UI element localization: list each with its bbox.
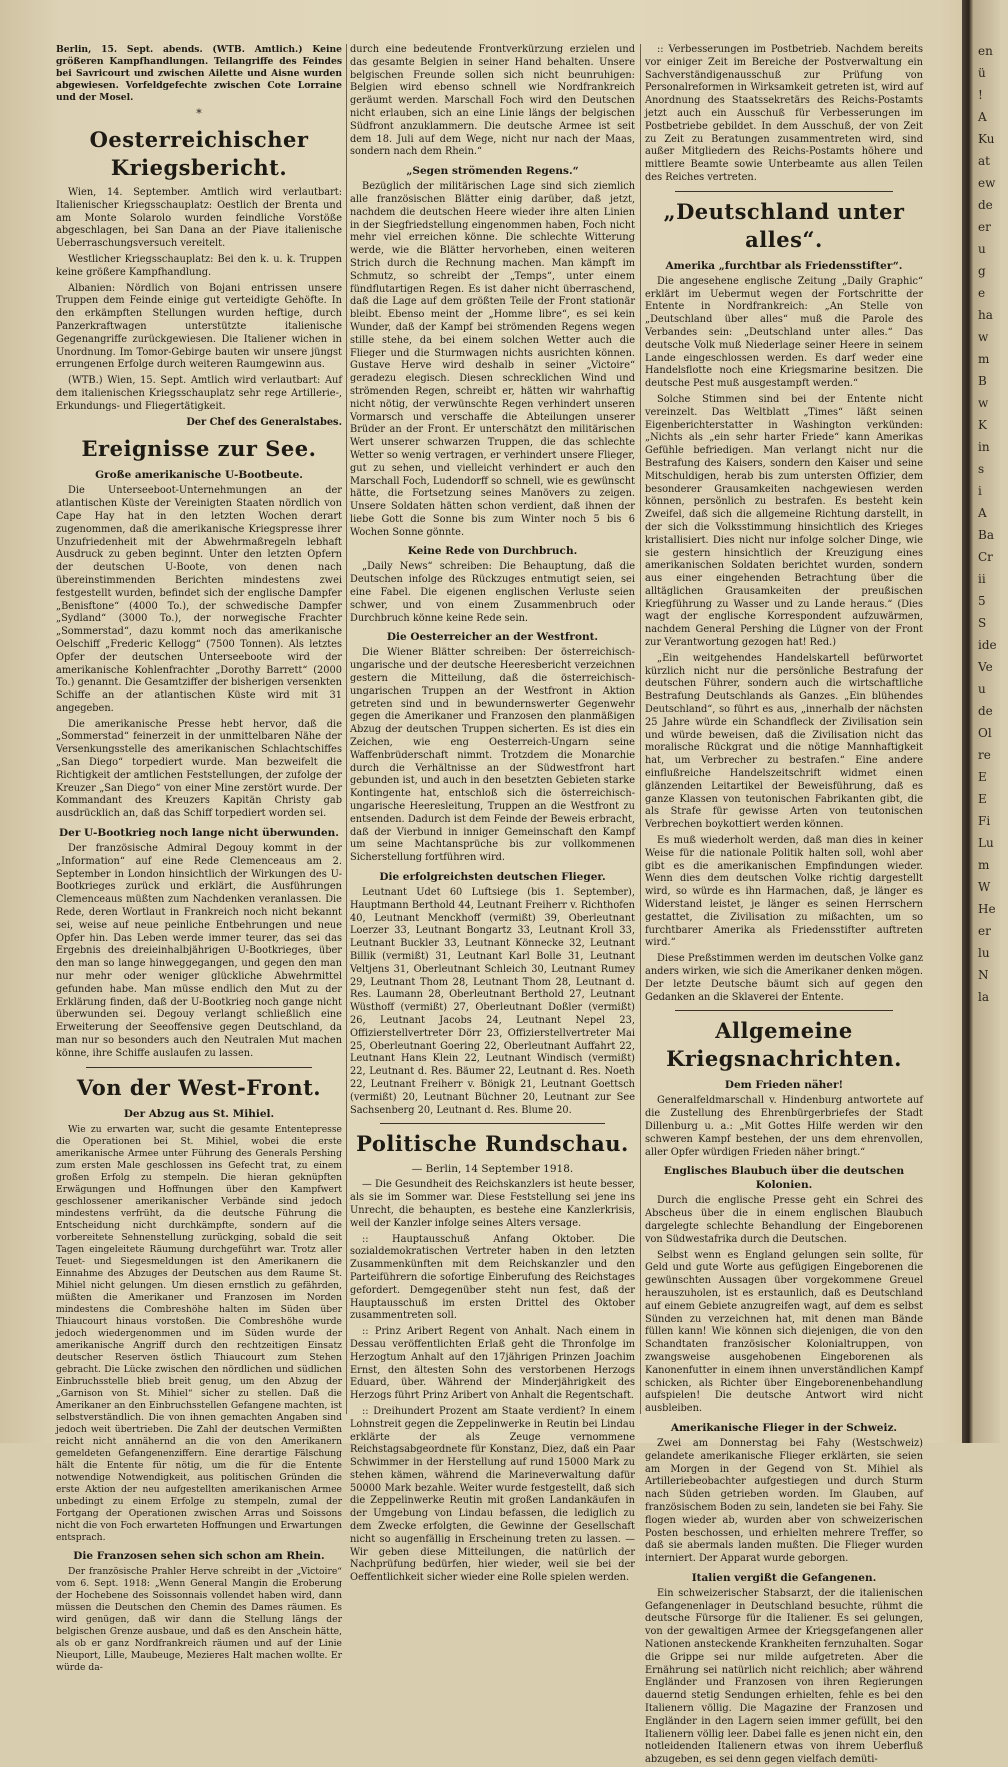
gutter-fragment: er bbox=[978, 220, 991, 234]
article-paragraph: Wie zu erwarten war, sucht die gesamte Ententepresse die Operationen bei St. Mihiel, wobei die erste amerikanische Armee unter Führung des Generals Pershing zum ersten Male geschlossen ins Gefecht trat, zu einem großen Erfolg zu stempeln. Die hieran geknüpften Erwägungen und Hoffnungen über den Kampfwert geschlossener amerikanischer Verbände sind jedoch mindestens verfrüht, da die deutsche Führung die Entscheidung nicht durchkämpfte, sondern auf die vorbereitete Sehnenstellung zurückging, sobald die seit Tagen eingeleitete Räumung durchgeführt war. Trotz aller Teuet- und Siegesmeldungen ist den Amerikanern die Einnahme des Abzuges der Deutschen aus dem Raume St. Mihiel nicht gelungen. Um diesen ernstlich zu gefährden, müßten die Amerikaner und Franzosen im Norden mindestens die Combreshöhe halten im Süden über Thiaucourt hinaus vorstoßen. Die Combreshöhe wurde jedoch wiedergenommen und im Süden wurde der amerikanische Angriff durch den rechtzeitigen Einsatz deutscher Reserven östlich Thiaucourt zum Stehen gebracht. Die Lücke zwischen den nördlichen und südlichen Einbruchsstelle blieb breit genug, um den Abzug der „Garnison von St. Mihiel“ sicher zu stellen. Daß die Amerikaner an den Einbruchsstellen Gefangene machten, ist selbstverständlich. Die von ihnen gemachten Angaben sind jedoch weit übertrieben. Die Zahl der deutschen Vermißten reicht nicht annähernd an die von den Amerikanern gemeldeten Gefangenenziffern. Eine derartige Fälschung hält die Entente für nötig, um die für die Entente notwendige Notwendigkeit, aus politischen Gründen die erste Aktion der neu aufgestellten amerikanischen Armee unbedingt zu einem Erfolge zu stempeln, zumal der Fortgang der Operationen zwischen Arras und Soissons nicht die von Foch erwarteten Hoffnungen und Erwartungen entsprach. bbox=[56, 1123, 342, 1543]
subheading: Italien vergißt die Gefangenen. bbox=[691, 1571, 877, 1584]
article-paragraph: — Die Gesundheit des Reichskanzlers ist heute besser, als sie im Sommer war. Diese Feststellung sei jene ins Unrecht, die behaupten, es bestehe eine Kanzlerkrisis, weil der Kanzler infolge seines Alters versage. bbox=[350, 1179, 635, 1229]
gutter-fragment: ha bbox=[978, 308, 993, 322]
subheading: Amerika „furchtbar als Friedensstifter“. bbox=[665, 259, 903, 272]
gutter-fragment: Lu bbox=[978, 836, 994, 850]
gutter-fragment: m bbox=[978, 352, 990, 366]
article-paragraph: :: Verbesserungen im Postbetrieb. Nachdem bereits vor einiger Zeit im Bereiche der Postverwaltung ein Sachverständigenausschuß zur Prüfung von Personalreformen in Wirksamkeit getreten ist, wird auf Anordnung des Staatssekretärs des Reichs-Postamts jetzt auch ein Ausschuß für Verbesserungen im Postbetriebe gebildet. In dem Ausschuß, der von Zeit zu Zeit zu Beratungen zusammentreten wird, sind außer Mitgliedern des Reichs-Postamts höhere und mittlere Beamte sowie Unterbeamte aus allen Teilen des Reiches vertreten. bbox=[645, 44, 923, 183]
gutter-fragment: Fi bbox=[978, 814, 991, 828]
gutter-fragment: Ku bbox=[978, 132, 995, 146]
article-paragraph: Durch die englische Presse geht ein Schrei des Abscheus über die in einem englischen Blaubuch dargelegte schlechte Behandlung der Eingeborenen von Südwestafrika durch die Deutschen. bbox=[645, 1195, 923, 1245]
headline-westfront: Von der West-Front. bbox=[76, 1074, 322, 1100]
subheading: Der Abzug aus St. Mihiel. bbox=[123, 1107, 275, 1120]
article-paragraph: Die Unterseeboot-Unternehmungen an der atlantischen Küste der Vereinigten Staaten nördlich von Cape Hay hat in den letzten Wochen derart zugenommen, daß die amerikanische Kriegspresse ihrer Unzufriedenheit mit der Abwehrmaßregeln lebhaft Ausdruck zu geben beginnt. Unter den letzten Opfern der deutschen U-Boote, von denen nach übereinstimmenden Berichten mindestens zwei festgestellt wurden, befindet sich der englische Dampfer „Benisftone“ (4000 To.), der schwedische Dampfer „Sydland“ (3000 To.), der norwegische Frachter „Sommerstad“, dazu kommt noch das amerikanische Oelschiff „Frederic Kellogg“ (7500 Tonnen). Als letztes Opfer der deutschen Unterseeboote wird der amerikanische Kohlenfrachter „Dorothy Barrett“ (2000 To.) genannt. Die Gesamtziffer der bisherigen versenkten Schiffe an der atlantischen Küste wird mit 31 angegeben. bbox=[56, 485, 342, 714]
subheading: Die Oesterreicher an der Westfront. bbox=[386, 631, 599, 644]
gutter-fragment: la bbox=[978, 990, 989, 1004]
gutter-fragment: de bbox=[978, 704, 993, 718]
article-paragraph: Solche Stimmen sind bei der Entente nicht vereinzelt. Das Weltblatt „Times“ läßt seinen Eigenberichterstatter in Washington verkünden: „Nichts als „ein sehr harter Friede“ kann Amerikas Gefühle befriedigen. Man verlangt nicht nur die Bestrafung des Kaisers, sondern den Kaiser und seine Mitschuldigen, herab bis zum untersten Offizier, dem besonderer Grausamkeiten nachgewiesen werden können, persönlich zu bestrafen. Es besteht kein Zweifel, daß sich die allgemeine Richtung darstellt, in der sich die Volksstimmung hinsichtlich des Krieges kristallisiert. Dies nicht nur infolge solcher Dinge, wie sie gestern hinsichtlich der Kreuzigung eines amerikanischen Soldaten berichtet wurden, sondern aus einer eingehenden Betrachtung über die alltäglichen Grausamkeiten der preußischen Kriegführung zu Wasser und zu Lande heraus.“ (Dies wagt der englische Korrespondent aufzuwärmen, nachdem General Pershing die Lügner von der Front zur Verantwortung gezogen hat! Red.) bbox=[645, 393, 923, 649]
article-paragraph: Generalfeldmarschall v. Hindenburg antwortete auf die Zustellung des Ehrenbürgerbriefes der Stadt Dillenburg u. a.: „Mit Gottes Hilfe werden wir den schweren Kampf bestehen, der uns dem ehrenvollen, aller Opfer würdigen Frieden näher bringt.“ bbox=[645, 1095, 923, 1158]
article-paragraph: Es muß wiederholt werden, daß man dies in keiner Weise für die nationale Politik halten soll, wohl aber gibt es die amerikanischen Empfindungen wieder. Wenn dies dem deutschen Volke richtig dargestellt wird, so würde es ihn Harmachen, daß, je länger es Widerstand leistet, je länger es seinen Herrschern gestattet, die Zivilisation zu mißachten, um so furchtbarer Amerika als Friedensstifter auftreten wird.“ bbox=[645, 835, 923, 949]
gutter-fragment: re bbox=[978, 748, 991, 762]
gutter-fragment: W bbox=[978, 880, 991, 894]
article-paragraph: „Ein weitgehendes Handelskartell befürwortet kürzlich nicht nur die persönliche Bestrafung der deutschen Führer, sondern auch die wirtschaftliche Bestrafung Deutschlands als Ganzes. „Ein blühendes Deutschland“, so führt es aus, „innerhalb der nächsten 25 Jahre würde ein Schandfleck der Zivilisation sein und würde beweisen, daß die Zivilisation nicht das moralische Rückgrat und die nötige Mannhaftigkeit hat, um Verbrecher zu bestrafen.“ Eine andere einflußreiche Handelszeitschrift widmet einen glänzenden Leitartikel der Beweisführung, daß es ganze Klassen von teutonischen Fabrikanten gibt, die als Strafe für gewisse Arten von teutonischen Verbrechen boykottiert werden können. bbox=[645, 652, 923, 831]
signature: Der Chef des Generalstabes. bbox=[186, 416, 342, 428]
subheading: Die erfolgreichsten deutschen Flieger. bbox=[379, 871, 606, 884]
article-paragraph: Albanien: Nördlich von Bojani entrissen unsere Truppen dem Feinde einige gut verteidigte Gehöfte. In den erkämpften Stellungen wurden heftige, durch Panzerkraftwagen unterstützte italienische Gegenangriffe zurückgewiesen. Die Italiener wichen in Unordnung. Im Tomor-Gebirge bauten wir unsere jüngst errungenen Erfolge durch weiteren Raumgewinn aus. bbox=[56, 282, 342, 371]
article-paragraph: Der französische Admiral Degouy kommt in der „Information“ auf eine Rede Clemenceaus am 2. September in London hinsichtlich der Wirkungen des U-Bootkrieges zurück und erklärt, die Ausführungen Clemenceaus müßten zum Nachdenken veranlassen. Die Rede, deren Wortlaut in Frankreich noch nicht bekannt sei, weise auf neue peinliche Entbehrungen und neue Opfer hin. Das Leben werde immer teurer, das sei das Ergebnis des dreieinhalbjährigen U-Bootkrieges, über den man so lange hinweggegangen, und gegen den man nur mehr oder weniger glückliche Abwehrmittel gefunden habe. Man müsse endlich den Mut zu der Erklärung finden, daß der U-Bootkrieg noch gange nicht überwunden sei. Degouy verlangt schließlich eine Erweiterung der Seeoffensive gegen Deutschland, da man nur so besonders auch den Neutralen Mut machen könne, ihre Schiffe auslaufen zu lassen. bbox=[56, 843, 342, 1059]
separator-ornament: * bbox=[196, 107, 202, 120]
subheading: Englisches Blaubuch über die deutschen Kolonien. bbox=[663, 1165, 905, 1192]
headline-politik: Politische Rundschau. bbox=[356, 1131, 629, 1157]
gutter-fragment: B bbox=[978, 374, 987, 388]
gutter-fragment: ü bbox=[978, 66, 986, 80]
divider bbox=[675, 191, 893, 192]
article-paragraph: durch eine bedeutende Frontverkürzung erzielen und das gesamte Belgien in seiner Hand behalten. Unsere belgischen Freunde sollen sich nicht beunruhigen: Belgien wird ebenso schnell wie Nordfrankreich geräumt werden. Marschall Foch wird den Deutschen nicht erlauben, sich an eine Linie längs der belgischen Südfront anzuklammern. Die deutsche Armee ist seit dem 18. Juli auf dem Wege, nicht nur nach der Maas, sondern nach dem Rhein.“ bbox=[350, 44, 635, 158]
gutter-fragment: Ol bbox=[978, 726, 992, 740]
article-paragraph: :: Prinz Aribert Regent von Anhalt. Nach einem in Dessau veröffentlichten Erlaß geht die Thronfolge im Herzogtum Anhalt auf den 17jährigen Prinzen Joachim Ernst, den ältesten Sohn des verstorbenen Herzogs Eduard, über. Während der Minderjährigkeit des Herzogs führt Prinz Aribert von Anhalt die Regentschaft. bbox=[350, 1326, 635, 1402]
headline-see: Ereignisse zur See. bbox=[81, 436, 317, 462]
subheading: Amerikanische Flieger in der Schweiz. bbox=[670, 1421, 898, 1434]
gutter-fragment: s bbox=[978, 462, 985, 476]
headline-allgemeine: Allgemeine Kriegsnachrichten. bbox=[666, 1018, 902, 1072]
article-paragraph: „Daily News“ schreiben: Die Behauptung, daß die Deutschen infolge des Rückzuges entmutigt seien, sei eine Fabel. Die eigenen englischen Verluste seien schwer, und von einem Zusammenbruch oder Durchbruch könne keine Rede sein. bbox=[350, 561, 635, 624]
gutter-fragment: ii bbox=[978, 572, 986, 586]
gutter-fragment: ide bbox=[978, 638, 997, 652]
gutter-fragment: A bbox=[978, 110, 987, 124]
article-paragraph: Die Wiener Blätter schreiben: Der österreichisch-ungarische und der deutsche Heeresbericht verzeichnen gestern die Mitteilung, daß die österreichisch-ungarischen Truppen an der Westfront in Aktion getreten sind und in bewundernswerter Gegenwehr gegen die Amerikaner und Franzosen den planmäßigen Abzug der deutschen Truppen sicherten. Es ist dies ein Zeichen, wie eng Oesterreich-Ungarn seine Waffenbrüderschaft nimmt. Trotzdem die Monarchie durch die Verhältnisse an der Südwestfront hart gebunden ist, und auch in den besetzten Gebieten starke Kontingente hat, entschloß sich die österreichisch-ungarische Heeresleitung, Truppen an die Westfront zu entsenden. Dadurch ist dem Feinde der Beweis erbracht, daß der Vierbund in inniger Gemeinschaft den Kampf um seine Machtansprüche bis zur vollkommenen Sicherstellung fortführen wird. bbox=[350, 647, 635, 864]
gutter-fragment: in bbox=[978, 440, 990, 454]
article-paragraph: Der französische Prahler Herve schreibt in der „Victoire“ vom 6. Sept. 1918: „Wenn General Mangin die Eroberung der Hochebene des Soissonnais vollendet haben wird, dann müssen die Deutschen den Chemin des Dames räumen. Es wird genügen, daß wir dann die Stellung längs der belgischen Grenze ausbaue, und daß es den Anschein hätte, als ob er ganz Nordfrankreich räumen und auf der Linie Nieuport, Lille, Maubeuge, Mezieres Halt machen wollte. Er würde da- bbox=[56, 1565, 342, 1673]
gutter-fragment: S bbox=[978, 616, 987, 630]
gutter-fragment: E bbox=[978, 770, 987, 784]
gutter-fragment: Ba bbox=[978, 528, 994, 542]
gutter-fragment: K bbox=[978, 418, 987, 432]
gutter-fragment: u bbox=[978, 682, 986, 696]
subheading: Der U-Bootkrieg noch lange nicht überwunden. bbox=[59, 827, 339, 840]
subheading: „Segen strömenden Regens.“ bbox=[406, 165, 579, 178]
article-paragraph: :: Hauptausschuß Anfang Oktober. Die sozialdemokratischen Vertreter haben in den letzten Zusammenkünften mit dem Reichskanzler und den Parteiführern die sofortige Einberufung des Reichstages gefordert. Demgegenüber steht nun fest, daß der Hauptausschuß im ersten Drittel des Oktober zusammentreten soll. bbox=[350, 1233, 635, 1322]
article-paragraph: Die angesehene englische Zeitung „Daily Graphic“ erklärt im Uebermut wegen der Fortschritte der Entente in Nordfrankreich: „An Stelle von „Deutschland über alles“ muß die Parole des Verbandes sein: „Deutschland unter alles.“ Das deutsche Volk muß Niederlage seiner Heere in seinem Lande eingeschlossen werden. Es darf weder eine Handelsflotte noch eine Kriegsmarine besitzen. Die deutsche Pest muß ausgestampft werden.“ bbox=[645, 275, 923, 390]
column-right bbox=[645, 44, 923, 1766]
subheading: Große amerikanische U-Bootbeute. bbox=[95, 469, 303, 482]
gutter-fragment: ! bbox=[978, 88, 983, 102]
gutter-fragment: er bbox=[978, 924, 991, 938]
gutter-fragment: at bbox=[978, 154, 990, 168]
subheading: Keine Rede von Durchbruch. bbox=[407, 545, 578, 558]
article-paragraph: Westlicher Kriegsschauplatz: Bei den k. u. k. Truppen keine größere Kampfhandlung. bbox=[56, 253, 342, 278]
gutter-fragment: w bbox=[978, 396, 989, 410]
article-paragraph: Die amerikanische Presse hebt hervor, daß die „Sommerstad“ feinerzeit in der unmittelbaren Nähe der Versenkungsstelle des amerikanischen Schlachtschiffes „San Diego“ torpediert wurde. Man bezweifelt die Richtigkeit der amtlichen Feststellungen, der zufolge der Kreuzer „San Diego“ von einer Mine zerstört wurde. Der Kommandant des Kreuzers Kapitän Christy gab ausdrücklich an, daß das Schiff torpediert worden sei. bbox=[56, 718, 342, 820]
gutter-fragment: 5 bbox=[978, 594, 986, 608]
article-paragraph: Ein schweizerischer Stabsarzt, der die italienischen Gefangenenlager in Deutschland besuchte, rühmt die deutsche Fürsorge für die Italiener. Es sei gelungen, von der gewaltigen Armee der Kriegsgefangenen aller Nationen ansteckende Krankheiten fernzuhalten. Sogar die Grippe sei nur milde aufgetreten. Aber die Ernährung sei natürlich nicht reichlich; aber während Engländer und Franzosen von ihren Regierungen dauernd stetig Sendungen erhielten, fehle es bei den Italienern völlig. Die Magazine der Franzosen und Engländer in den Lagern seien immer gefüllt, bei den Italienern völlig leer. Dabei falle es jenen nicht ein, den notleidenden Italienern etwas von ihrem Ueberfluß abzugeben, es sei denn gegen vielfach demüti- bbox=[645, 1587, 923, 1766]
gutter-fragment: w bbox=[978, 330, 989, 344]
subheading: Die Franzosen sehen sich schon am Rhein. bbox=[73, 1549, 325, 1562]
gutter-fragment: A bbox=[978, 506, 987, 520]
gutter-fragment: de bbox=[978, 198, 993, 212]
gutter-fragment: g bbox=[978, 264, 986, 278]
binding-gutter bbox=[962, 0, 1000, 1443]
column-rule bbox=[346, 44, 347, 1414]
article-paragraph: Wien, 14. September. Amtlich wird verlautbart: Italienischer Kriegsschauplatz: Oestlich der Brenta und am Monte Solarolo wurden feindliche Vorstöße abgeschlagen, bei San Dana an der Piave italienische Ueberraschungsversuch vereitelt. bbox=[56, 187, 342, 250]
article-paragraph: Selbst wenn es England gelungen sein sollte, für Geld und gute Worte aus gefügigen Eingeborenen die gewünschten Aussagen über vorgekommene Greuel herauszuholen, ist es erstaunlich, daß es Deutschland auf einem Gebiete anzugreifen wagt, auf dem es selbst Sünden zu verzeichnen hat, mit denen man Bände füllen kann! Wie können sich diejenigen, die von den Schandtaten französischer Kolonialtruppen, von zwangsweise ausgehobenen Eingeborenen als Kanonenfutter in einem ihnen unverständlichen Kampf schicken, als Richter über Eingeborenenbehandlung aufspielen! Die deutsche Antwort wird nicht ausbleiben. bbox=[645, 1249, 923, 1415]
gutter-fragment: en bbox=[978, 44, 993, 58]
gutter-fragment: He bbox=[978, 902, 996, 916]
gutter-fragment: Cr bbox=[978, 550, 993, 564]
article-paragraph: Diese Preßstimmen werden im deutschen Volke ganz anders wirken, wie sich die Amerikaner denken mögen. Der letzte Deutsche bäumt sich auf gegen den Gedanken an die Sklaverei der Entente. bbox=[645, 953, 923, 1003]
column-rule bbox=[640, 44, 641, 1414]
article-paragraph: Leutnant Udet 60 Luftsiege (bis 1. September), Hauptmann Berthold 44, Leutnant Freiherr v. Richthofen 40, Leutnant Menckhoff (vermißt) 39, Oberleutnant Loerzer 33, Leutnant Bongartz 33, Leutnant Kroll 33, Leutnant Buckler 33, Leutnant Könnecke 32, Leutnant Billik (vermißt) 31, Leutnant Karl Bolle 31, Leutnant Veltjens 31, Oberleutnant Schleich 30, Leutnant Rumey 29, Leutnant Thom 28, Leutnant Thom 28, Leutnant d. Res. Laumann 28, Oberleutnant Berthold 27, Leutnant Wüsthoff (vermißt) 27, Oberleutnant Doßler (vermißt) 26, Leutnant Jacobs 24, Leutnant Nepel 23, Offizierstellvertreter Dörr 23, Offizierstellvertreter Mai 25, Oberleutnant Goering 22, Oberleutnant Auffahrt 22, Leutnant Hans Klein 22, Leutnant Windisch (vermißt) 22, Leutnant d. Res. Bäumer 22, Leutnant d. Res. Noeth 22, Leutnant Freiherr v. Bönigk 21, Leutnant Goettsch (vermißt) 20, Leutnant Büchner 20, Leutnant zur See Sachsenberg 20, Leutnant d. Res. Blume 20. bbox=[350, 887, 635, 1116]
dateline: — Berlin, 14 September 1918. bbox=[411, 1163, 574, 1176]
gutter-fragment: e bbox=[978, 286, 986, 300]
divider bbox=[380, 1123, 605, 1124]
gutter-fragment: N bbox=[978, 968, 989, 982]
article-paragraph: :: Dreihundert Prozent am Staate verdient? In einem Lohnstreit gegen die Zeppelinwerke in Reutin bei Lindau erklärte der als Zeuge vernommene Reichstagsabgeordnete für Konstanz, Diez, daß ein Paar Schwimmer in der Herstellung auf rund 15000 Mark zu stehen kämen, während die Marineverwaltung dafür 50000 Mark bezahle. Weiter wurde festgestellt, daß sich die Zeppelinwerke Reutin mit großen Landankäufen in der Umgebung von Lindau befassen, die lediglich zu dem Zwecke erfolgten, die Gewinne der Gesellschaft nicht so augenfällig in Erscheinung treten zu lassen. — Wir geben diese Mitteilungen, die natürlich der Nachprüfung bedürfen, hier wieder, weil sie bei der Oeffentlichkeit sicher wieder eine Rolle spielen werden. bbox=[350, 1405, 635, 1584]
column-left bbox=[56, 44, 342, 1673]
gutter-fragment: ew bbox=[978, 176, 996, 190]
adjacent-page-fragment bbox=[978, 40, 1008, 1008]
gutter-fragment: E bbox=[978, 792, 987, 806]
subheading: Dem Frieden näher! bbox=[724, 1079, 844, 1092]
headline-deutschland: „Deutschland unter alles“. bbox=[663, 198, 905, 252]
article-paragraph: Bezüglich der militärischen Lage sind sich ziemlich alle französischen Blätter einig darüber, daß jetzt, nachdem die deutschen Heere wieder ihre alten Linien in der Siegfriedstellung eingenommen haben, Foch nicht mehr viel erreichen könne. Die schlechte Witterung werde, wie die Blätter hervorheben, einen weiteren Strich durch die Rechnung machen. Man kämpft im Schmutz, so schreibt der „Temps“, unter einem fündflutartigen Regen. Es ist daher nicht überraschend, daß die Lage auf dem größten Teile der Front stationär bleibt. Ebenso meint der „Homme libre“, es sei kein Wunder, daß der Kampf bei strömenden Regens wegen stille stehe, da bei einem solchen Wetter auch die Flieger und die Sturmwagen nichts ausrichten können. Gustave Herve wird deshalb in seiner „Victoire“ geradezu elegisch. Diesen schrecklichen Wind und strömenden Regen, schreibt er, hätten wir wahrhaftig nicht nötig, der verwünschte Regen verhindert unseren Vormarsch und verschaffe die Abteilungen unserer Brüder an der Front. Er unterschätzt den militärischen Wert unserer schwarzen Truppen, die das schlechte Wetter so wenig vertragen, er verhindert unsere Flieger, gut zu sehen, und vielleicht verhindert er auch den Marschall Foch, Ludendorff so schnell, wie es gewünscht hätte, die Fortsetzung seines Manövers zu zeigen. Unsere Soldaten hätten schon verdient, daß ihnen der liebe Gott die Sonne bis zum Winter noch 5 bis 6 Wochen Sonne gönnte. bbox=[350, 181, 635, 538]
divider bbox=[675, 1010, 893, 1011]
gutter-fragment: u bbox=[978, 242, 986, 256]
gutter-fragment: i bbox=[978, 484, 982, 498]
gutter-fragment: m bbox=[978, 858, 990, 872]
article-paragraph: (WTB.) Wien, 15. Sept. Amtlich wird verlautbart: Auf dem italienischen Kriegsschauplatz sehr rege Artillerie-, Erkundungs- und Fliegertätigkeit. bbox=[56, 375, 342, 412]
gutter-fragment: lu bbox=[978, 946, 990, 960]
wtb-bulletin: Berlin, 15. Sept. abends. (WTB. Amtlich.) Keine größeren Kampfhandlungen. Teilangriffe des Feindes bei Savricourt und zwischen Ailette und Aisne wurden abgewiesen. Vorfeldgefechte zwischen Cote Lorraine und der Mosel. bbox=[56, 44, 342, 103]
gutter-fragment: Ve bbox=[978, 660, 993, 674]
headline-oesterreich: Oesterreichischer Kriegsbericht. bbox=[89, 127, 309, 180]
column-middle bbox=[350, 44, 635, 1584]
divider bbox=[86, 1067, 312, 1068]
article-paragraph: Zwei am Donnerstag bei Fahy (Westschweiz) gelandete amerikanische Flieger erklärten, sie seien am Morgen in der Gegend von St. Mihiel als Artilleriebeobachter aufgestiegen und durch Sturm nach Süden getrieben worden. Im Glauben, auf französischem Boden zu sein, landeten sie bei Fahy. Sie flogen wieder ab, wurden aber von schweizerischen Posten beschossen, und erhielten mehrere Treffer, so daß sie abermals landen mußten. Die Flieger wurden interniert. Der Apparat wurde geborgen. bbox=[645, 1437, 923, 1565]
